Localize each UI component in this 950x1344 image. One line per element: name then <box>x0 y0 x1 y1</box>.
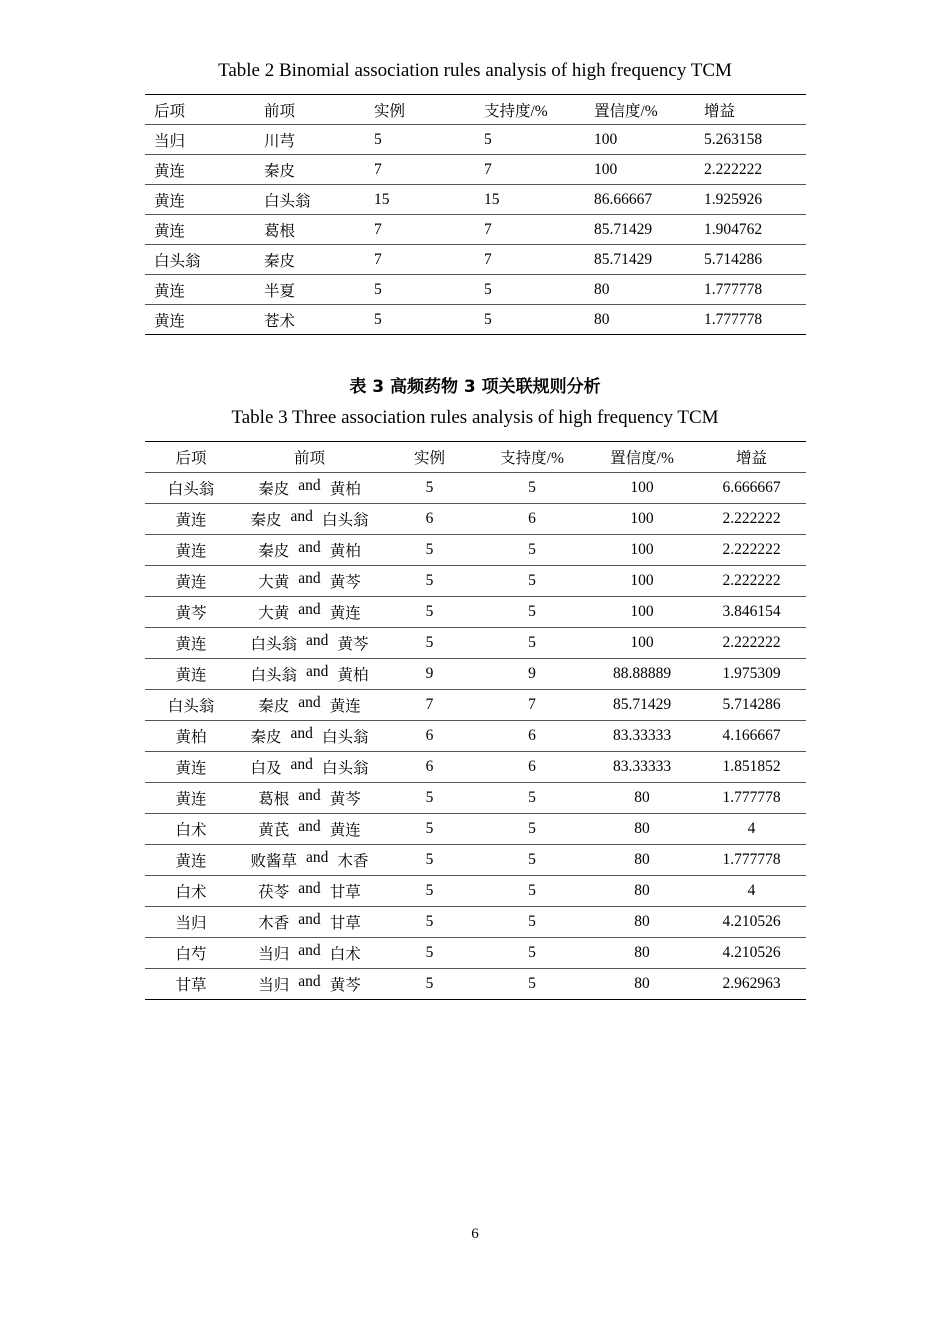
table2-cell-confidence: 85.71429 <box>585 215 695 245</box>
table3-header-consequent: 后项 <box>145 442 237 473</box>
table3-row <box>145 721 806 752</box>
table2-cell-lift: 2.222222 <box>695 155 806 185</box>
table3-cell-consequent: 黄连 <box>145 752 237 783</box>
table3-header-lift: 增益 <box>697 442 806 473</box>
table3-cell-instances: 5 <box>382 535 477 566</box>
antecedent-herb-b: 白头翁 <box>321 512 369 529</box>
table3-cell-instances: 5 <box>382 628 477 659</box>
table3-cell-lift: 2.222222 <box>697 504 806 535</box>
table3-cell-instances: 5 <box>382 938 477 969</box>
table3-cell-confidence: 100 <box>587 535 697 566</box>
table3-caption-zh: 表 3 高频药物 3 项关联规则分析 <box>349 377 601 397</box>
antecedent-conjunction: and <box>298 601 321 618</box>
table3-cell-confidence: 100 <box>587 473 697 504</box>
table3-cell-consequent: 黄连 <box>145 535 237 566</box>
table3-cell-consequent: 甘草 <box>175 977 207 994</box>
table3-cell-lift: 1.851852 <box>697 752 806 783</box>
table3-cell-antecedent <box>237 814 382 845</box>
table3-cell-confidence: 80 <box>634 975 650 992</box>
table3-header-antecedent: 前项 <box>237 442 382 473</box>
table2-cell-instances: 15 <box>365 185 475 215</box>
antecedent-conjunction: and <box>298 570 321 587</box>
table3-cell-confidence: 80 <box>587 783 697 814</box>
antecedent-herb-b: 甘草 <box>329 884 361 901</box>
table2-cell-antecedent: 川芎 <box>255 125 365 155</box>
antecedent-herb-b: 黄芩 <box>329 977 361 994</box>
table2-cell-confidence: 86.66667 <box>585 185 695 215</box>
antecedent-conjunction: and <box>306 849 329 866</box>
antecedent-pair <box>251 632 369 654</box>
table3-cell-lift: 1.777778 <box>697 845 806 876</box>
antecedent-pair <box>258 942 360 964</box>
antecedent-herb-b: 白术 <box>329 946 361 963</box>
table3-cell-lift: 4.210526 <box>697 938 806 969</box>
table2-caption: Table 2 Binomial association rules analysis of high frequency TCM <box>218 60 732 81</box>
table3-cell-antecedent <box>237 566 382 597</box>
table3-row <box>145 659 806 690</box>
table3-cell-lift: 1.777778 <box>697 783 806 814</box>
antecedent-pair <box>258 818 360 840</box>
table2-cell-instances: 7 <box>365 155 475 185</box>
table3-cell-support: 5 <box>477 566 587 597</box>
table3-cell-confidence: 100 <box>587 504 697 535</box>
table2-cell-support: 7 <box>475 215 585 245</box>
antecedent-conjunction: and <box>298 539 321 556</box>
antecedent-herb-b: 黄连 <box>329 605 361 622</box>
antecedent-herb-a: 黄芪 <box>258 822 290 839</box>
antecedent-herb-b: 黄柏 <box>329 543 361 560</box>
table2-cell-support: 7 <box>475 155 585 185</box>
table2-header-row <box>145 95 806 125</box>
table3-cell-antecedent <box>237 473 382 504</box>
table3 <box>145 441 806 1000</box>
table3-cell-instances: 6 <box>382 504 477 535</box>
antecedent-herb-b: 黄连 <box>329 698 361 715</box>
antecedent-herb-a: 当归 <box>258 946 290 963</box>
table3-cell-instances: 5 <box>382 566 477 597</box>
table2-cell-lift: 1.904762 <box>695 215 806 245</box>
antecedent-pair <box>251 756 369 778</box>
table3-cell-support: 6 <box>477 721 587 752</box>
table2-cell-lift: 1.777778 <box>704 310 763 328</box>
table2-cell-antecedent: 苍术 <box>264 312 296 330</box>
table3-row <box>145 566 806 597</box>
table3-cell-lift: 1.975309 <box>697 659 806 690</box>
table3-cell-consequent: 黄连 <box>145 566 237 597</box>
table2-cell-confidence: 80 <box>594 310 610 328</box>
table2-row <box>145 185 806 215</box>
antecedent-herb-a: 茯苓 <box>258 884 290 901</box>
table2-cell-support: 15 <box>475 185 585 215</box>
table2-cell-lift: 5.714286 <box>695 245 806 275</box>
table3-row <box>145 814 806 845</box>
table3-cell-support: 5 <box>477 907 587 938</box>
antecedent-conjunction: and <box>298 973 321 990</box>
table3-cell-instances: 5 <box>382 597 477 628</box>
table2-row <box>145 245 806 275</box>
table3-cell-antecedent <box>237 752 382 783</box>
antecedent-herb-a: 木香 <box>258 915 290 932</box>
table3-cell-antecedent <box>237 690 382 721</box>
table3-cell-confidence: 100 <box>587 628 697 659</box>
antecedent-herb-b: 木香 <box>337 853 369 870</box>
antecedent-herb-b: 黄芩 <box>329 574 361 591</box>
table3-cell-confidence: 80 <box>587 876 697 907</box>
antecedent-herb-a: 秦皮 <box>258 543 290 560</box>
table3-cell-consequent: 黄柏 <box>145 721 237 752</box>
table2-row <box>145 215 806 245</box>
table2-cell-confidence: 80 <box>585 275 695 305</box>
antecedent-herb-a: 秦皮 <box>250 512 282 529</box>
table3-cell-support: 7 <box>477 690 587 721</box>
table3-row <box>145 907 806 938</box>
table2-cell-support: 7 <box>475 245 585 275</box>
table3-cell-confidence: 83.33333 <box>587 721 697 752</box>
antecedent-pair <box>258 539 360 561</box>
antecedent-herb-a: 葛根 <box>258 791 290 808</box>
table3-cell-antecedent <box>237 938 382 969</box>
table3-cell-instances: 6 <box>382 752 477 783</box>
table3-cell-consequent: 黄连 <box>145 628 237 659</box>
table2-header-antecedent: 前项 <box>255 95 365 125</box>
table3-row <box>145 504 806 535</box>
antecedent-pair <box>258 477 360 499</box>
antecedent-conjunction: and <box>290 725 313 742</box>
table2-header-consequent: 后项 <box>145 95 255 125</box>
table3-cell-antecedent <box>237 845 382 876</box>
antecedent-conjunction: and <box>298 942 321 959</box>
antecedent-conjunction: and <box>298 818 321 835</box>
table3-cell-lift: 2.222222 <box>697 566 806 597</box>
table3-row <box>145 535 806 566</box>
table3-cell-antecedent <box>237 969 382 1000</box>
antecedent-herb-a: 大黄 <box>258 574 290 591</box>
antecedent-pair <box>258 570 360 592</box>
antecedent-conjunction: and <box>290 756 313 773</box>
table3-row <box>145 876 806 907</box>
table2-row <box>145 275 806 305</box>
antecedent-herb-a: 大黄 <box>258 605 290 622</box>
table3-cell-support: 5 <box>477 628 587 659</box>
table2-cell-instances: 5 <box>365 125 475 155</box>
table3-cell-consequent: 黄连 <box>145 845 237 876</box>
table2-cell-instances: 5 <box>374 310 382 328</box>
table2-cell-antecedent: 半夏 <box>255 275 365 305</box>
antecedent-conjunction: and <box>298 694 321 711</box>
table2-cell-instances: 7 <box>365 215 475 245</box>
table3-cell-instances: 9 <box>382 659 477 690</box>
antecedent-herb-a: 秦皮 <box>250 729 282 746</box>
table3-cell-instances: 6 <box>382 721 477 752</box>
page-number: 6 <box>471 1226 479 1242</box>
table3-cell-consequent: 白术 <box>145 814 237 845</box>
table3-cell-antecedent <box>237 504 382 535</box>
table3-row <box>145 597 806 628</box>
table3-cell-lift: 2.962963 <box>722 975 781 992</box>
table3-cell-antecedent <box>237 721 382 752</box>
table3-cell-consequent: 白头翁 <box>145 690 237 721</box>
table3-cell-consequent: 黄连 <box>145 504 237 535</box>
table3-cell-consequent: 白芍 <box>145 938 237 969</box>
table3-cell-instances: 5 <box>382 783 477 814</box>
antecedent-herb-a: 秦皮 <box>258 481 290 498</box>
table3-cell-support: 9 <box>477 659 587 690</box>
table3-cell-support: 5 <box>477 938 587 969</box>
antecedent-conjunction: and <box>298 787 321 804</box>
table3-row <box>145 845 806 876</box>
table2-cell-antecedent: 葛根 <box>255 215 365 245</box>
table2-cell-consequent: 黄连 <box>145 215 255 245</box>
table2 <box>145 94 806 335</box>
table3-cell-confidence: 88.88889 <box>587 659 697 690</box>
table3-cell-support: 5 <box>477 814 587 845</box>
table2-row <box>145 125 806 155</box>
table2-cell-consequent: 黄连 <box>145 155 255 185</box>
table2-cell-support: 5 <box>475 125 585 155</box>
table3-row <box>145 752 806 783</box>
antecedent-pair <box>251 663 369 685</box>
antecedent-herb-b: 黄柏 <box>329 481 361 498</box>
table3-row <box>145 473 806 504</box>
antecedent-pair <box>258 787 360 809</box>
table2-cell-lift: 5.263158 <box>695 125 806 155</box>
table3-cell-antecedent <box>237 783 382 814</box>
table3-header-confidence: 置信度/% <box>587 442 697 473</box>
table2-header-instances: 实例 <box>365 95 475 125</box>
antecedent-herb-b: 甘草 <box>329 915 361 932</box>
table3-cell-lift: 3.846154 <box>697 597 806 628</box>
table3-cell-lift: 4 <box>697 876 806 907</box>
table2-header-lift: 增益 <box>695 95 806 125</box>
table3-cell-confidence: 100 <box>587 566 697 597</box>
table3-cell-consequent: 黄连 <box>145 783 237 814</box>
table3-cell-lift: 4.166667 <box>697 721 806 752</box>
table2-cell-support: 5 <box>475 275 585 305</box>
table2-cell-consequent: 黄连 <box>145 275 255 305</box>
antecedent-conjunction: and <box>298 911 321 928</box>
antecedent-conjunction: and <box>306 632 329 649</box>
antecedent-herb-a: 败酱草 <box>250 853 298 870</box>
table3-cell-antecedent <box>237 876 382 907</box>
table3-cell-antecedent <box>237 907 382 938</box>
antecedent-herb-a: 白及 <box>250 760 282 777</box>
table3-cell-consequent: 当归 <box>145 907 237 938</box>
antecedent-herb-a: 秦皮 <box>258 698 290 715</box>
table3-cell-instances: 5 <box>425 975 434 992</box>
table3-cell-instances: 5 <box>382 845 477 876</box>
antecedent-pair <box>258 694 360 716</box>
table3-cell-instances: 5 <box>382 907 477 938</box>
table3-row <box>145 690 806 721</box>
antecedent-herb-b: 白头翁 <box>321 729 369 746</box>
table2-cell-antecedent: 秦皮 <box>255 155 365 185</box>
antecedent-conjunction: and <box>306 663 329 680</box>
antecedent-pair <box>258 911 360 933</box>
table2-cell-confidence: 100 <box>585 155 695 185</box>
antecedent-conjunction: and <box>290 508 313 525</box>
table3-cell-support: 5 <box>528 975 536 992</box>
table2-row <box>145 305 806 335</box>
table3-cell-support: 5 <box>477 845 587 876</box>
table3-cell-support: 5 <box>477 597 587 628</box>
table3-cell-support: 5 <box>477 783 587 814</box>
table2-cell-consequent: 白头翁 <box>145 245 255 275</box>
antecedent-herb-a: 当归 <box>258 977 290 994</box>
table3-cell-confidence: 80 <box>587 845 697 876</box>
antecedent-pair <box>258 973 360 995</box>
table3-row <box>145 783 806 814</box>
table3-cell-support: 6 <box>477 504 587 535</box>
table3-cell-support: 6 <box>477 752 587 783</box>
table3-cell-confidence: 100 <box>587 597 697 628</box>
table2-cell-confidence: 100 <box>585 125 695 155</box>
table3-row <box>145 938 806 969</box>
table3-cell-confidence: 83.33333 <box>587 752 697 783</box>
table3-caption: Table 3 Three association rules analysis of high frequency TCM <box>231 407 719 428</box>
table3-row <box>145 628 806 659</box>
table3-cell-lift: 4.210526 <box>697 907 806 938</box>
table2-cell-support: 5 <box>484 310 492 328</box>
table3-cell-confidence: 80 <box>587 938 697 969</box>
antecedent-herb-b: 黄柏 <box>337 667 369 684</box>
table3-header-instances: 实例 <box>382 442 477 473</box>
table2-cell-consequent: 黄连 <box>145 185 255 215</box>
antecedent-pair <box>251 508 369 530</box>
table2-cell-lift: 1.777778 <box>695 275 806 305</box>
antecedent-pair <box>258 880 360 902</box>
table2-cell-consequent: 当归 <box>145 125 255 155</box>
antecedent-herb-b: 白头翁 <box>321 760 369 777</box>
table3-cell-consequent: 白术 <box>145 876 237 907</box>
table3-header-row <box>145 442 806 473</box>
table3-cell-support: 5 <box>477 876 587 907</box>
table2-cell-instances: 7 <box>365 245 475 275</box>
table3-row <box>145 969 806 1000</box>
table3-cell-consequent: 黄连 <box>145 659 237 690</box>
antecedent-herb-b: 黄连 <box>329 822 361 839</box>
table3-cell-consequent: 白头翁 <box>145 473 237 504</box>
table2-header-confidence: 置信度/% <box>585 95 695 125</box>
table3-cell-support: 5 <box>477 473 587 504</box>
table3-cell-instances: 5 <box>382 473 477 504</box>
antecedent-herb-b: 黄芩 <box>337 636 369 653</box>
table3-cell-antecedent <box>237 535 382 566</box>
table3-cell-instances: 5 <box>382 876 477 907</box>
table3-cell-lift: 6.666667 <box>697 473 806 504</box>
antecedent-herb-a: 白头翁 <box>250 667 298 684</box>
antecedent-herb-b: 黄芩 <box>329 791 361 808</box>
table3-cell-lift: 4 <box>697 814 806 845</box>
table2-cell-lift: 1.925926 <box>695 185 806 215</box>
table2-cell-antecedent: 白头翁 <box>255 185 365 215</box>
antecedent-conjunction: and <box>298 477 321 494</box>
table3-cell-antecedent <box>237 628 382 659</box>
table3-cell-lift: 5.714286 <box>697 690 806 721</box>
table3-cell-instances: 7 <box>382 690 477 721</box>
table3-cell-confidence: 80 <box>587 814 697 845</box>
antecedent-herb-a: 白头翁 <box>250 636 298 653</box>
table3-cell-antecedent <box>237 659 382 690</box>
table2-cell-instances: 5 <box>365 275 475 305</box>
table3-cell-confidence: 85.71429 <box>587 690 697 721</box>
antecedent-pair <box>251 725 369 747</box>
table3-cell-confidence: 80 <box>587 907 697 938</box>
table3-cell-consequent: 黄芩 <box>145 597 237 628</box>
table2-row <box>145 155 806 185</box>
table2-cell-antecedent: 秦皮 <box>255 245 365 275</box>
table3-cell-instances: 5 <box>382 814 477 845</box>
antecedent-conjunction: and <box>298 880 321 897</box>
table2-cell-consequent: 黄连 <box>154 312 186 330</box>
table2-header-support: 支持度/% <box>475 95 585 125</box>
antecedent-pair <box>251 849 369 871</box>
table3-cell-support: 5 <box>477 535 587 566</box>
table3-cell-lift: 2.222222 <box>697 535 806 566</box>
table3-cell-lift: 2.222222 <box>697 628 806 659</box>
table3-cell-antecedent <box>237 597 382 628</box>
table3-header-support: 支持度/% <box>477 442 587 473</box>
table2-cell-confidence: 85.71429 <box>585 245 695 275</box>
antecedent-pair <box>258 601 360 623</box>
